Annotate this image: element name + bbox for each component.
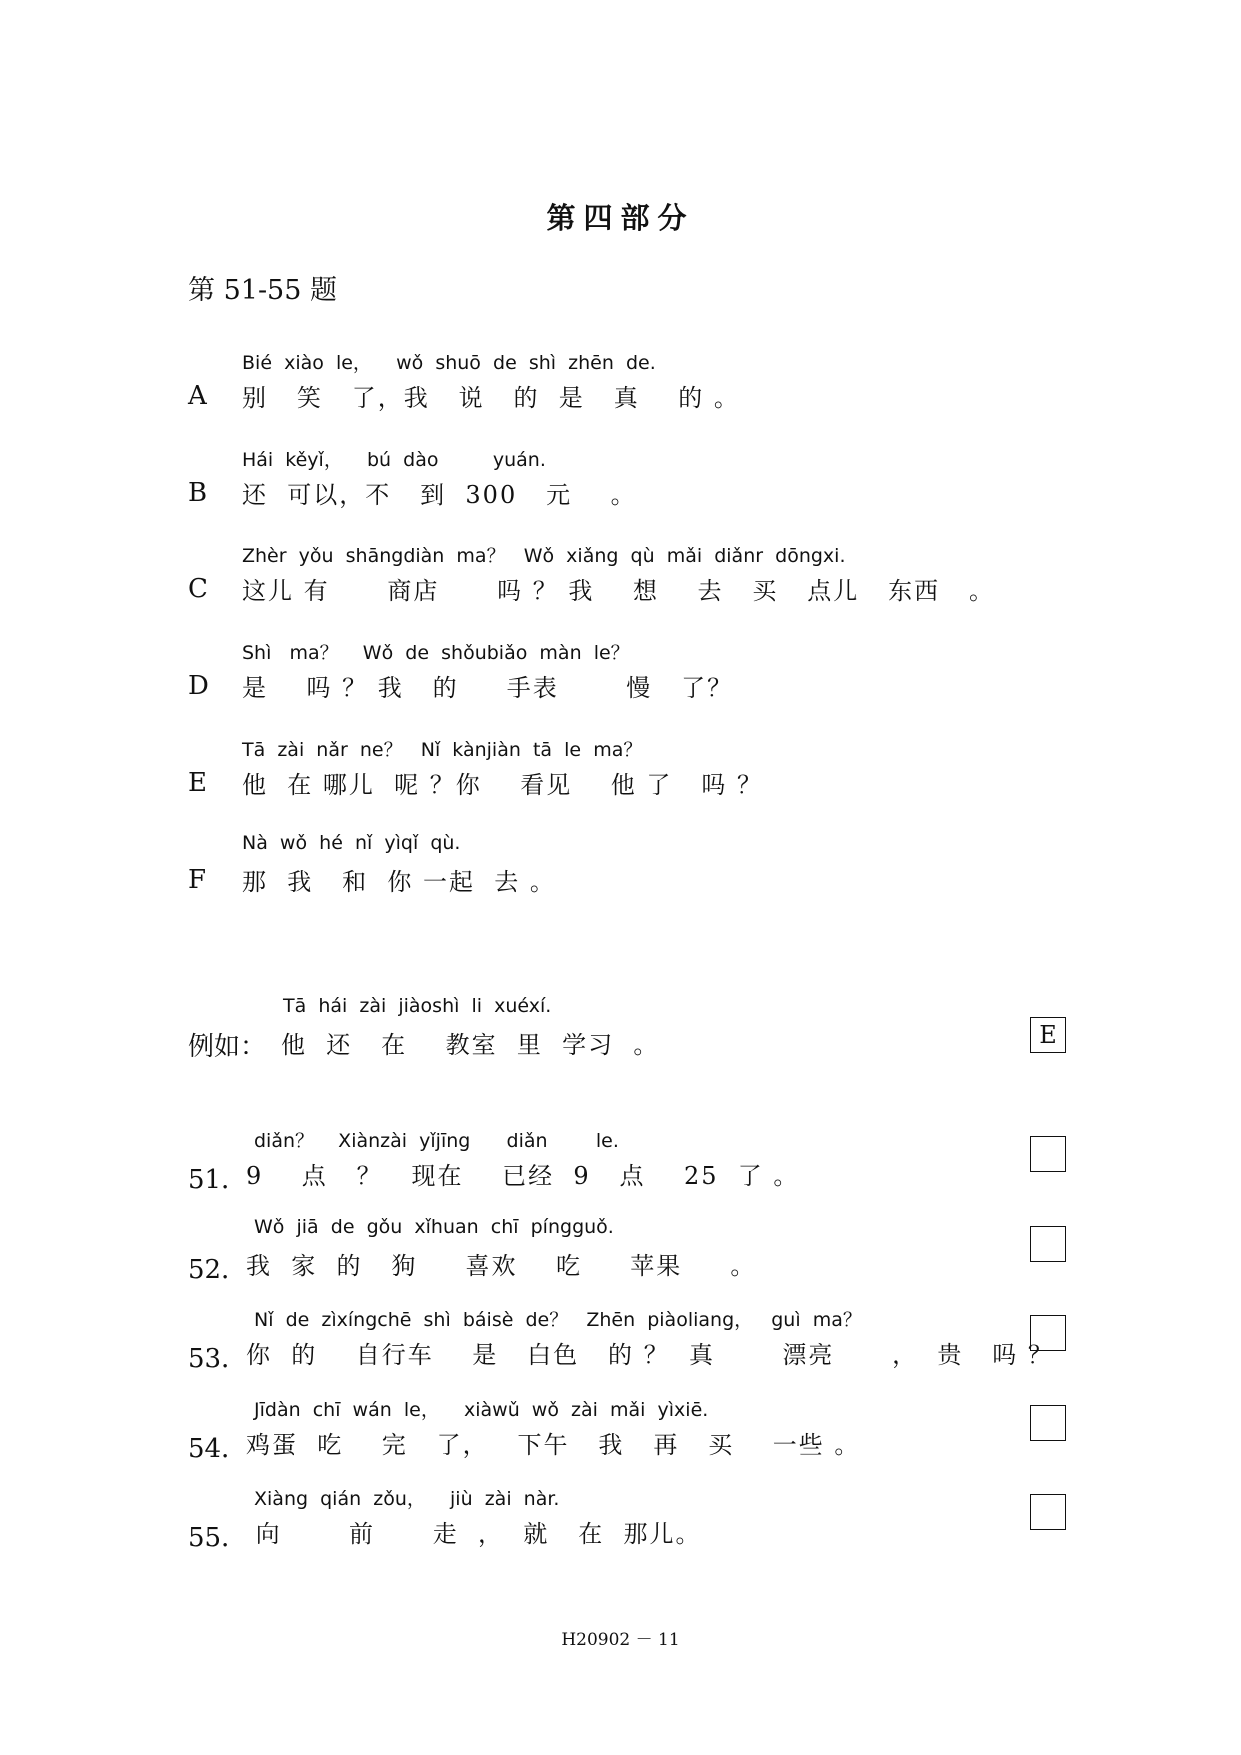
answer-box-54[interactable] [1030,1405,1066,1441]
option-pinyin: Zhèr yǒu shāngdiàn ma？ Wǒ xiǎng qù mǎi diǎnr dōngxi. [242,545,846,567]
question-hanzi: 鸡蛋 吃 完 了， 下午 我 再 买 一些 。 [246,1431,861,1459]
option-hanzi: 是 吗 ？ 我 的 手表 慢 了？ [242,674,734,702]
question-pinyin: Wǒ jiā de gǒu xǐhuan chī píngguǒ. [254,1216,614,1238]
question-number: 53． [188,1344,248,1374]
question-number: 54． [188,1434,248,1464]
option-c [188,541,1088,611]
option-pinyin: Hái kěyǐ， bú dào yuán. [242,449,546,471]
section-heading: 第 51-55 题 [188,275,338,306]
option-pinyin: Nà wǒ hé nǐ yìqǐ qù. [242,832,461,854]
question-number: 55． [188,1523,248,1553]
answer-box-51[interactable] [1030,1136,1066,1172]
example-answer-box: E [1030,1017,1066,1053]
option-label: D [188,671,209,701]
option-hanzi: 还 可以，不 到 300 元 。 [242,481,637,509]
example-hanzi: 他 还 在 教室 里 学习 。 [281,1031,660,1059]
option-e [188,735,1088,805]
question-53 [188,1305,1088,1375]
answer-box-53[interactable] [1030,1315,1066,1351]
question-hanzi: 我 家 的 狗 喜欢 吃 苹果 。 [246,1252,757,1280]
question-55 [188,1484,1088,1554]
example-label: 例如： [188,1032,267,1062]
question-hanzi: 向 前 走 ， 就 在 那儿。 [246,1520,702,1548]
option-d [188,638,1088,708]
answer-box-52[interactable] [1030,1226,1066,1262]
option-label: A [188,381,207,411]
question-number: 51． [188,1165,248,1195]
option-hanzi: 这儿 有 商店 吗 ？ 我 想 去 买 点儿 东西 。 [242,577,996,605]
option-pinyin: Bié xiào le， wǒ shuō de shì zhēn de. [242,352,656,374]
question-51 [188,1126,1088,1196]
page-footer: H20902 － 11 [561,1630,680,1650]
question-pinyin: Jīdàn chī wán le， xiàwǔ wǒ zài mǎi yìxiē. [254,1399,709,1421]
question-number: 52． [188,1255,248,1285]
option-hanzi: 别 笑 了，我 说 的 是 真 的 。 [242,384,740,412]
option-label: C [188,574,208,604]
example-item [188,995,1088,1065]
question-pinyin: Xiàng qián zǒu， jiù zài nàr. [254,1488,560,1510]
option-hanzi: 他 在 哪儿 呢 ？你 看见 他 了 吗 ？ [242,771,763,799]
option-pinyin: Tā zài nǎr ne？ Nǐ kànjiàn tā le ma？ [242,739,643,761]
page-title: 第四部分 [546,201,695,235]
question-pinyin: diǎn？ Xiànzài yǐjīng diǎn le. [254,1130,619,1152]
option-label: E [188,768,207,798]
option-a [188,348,1088,418]
answer-box-55[interactable] [1030,1494,1066,1530]
option-label: B [188,478,208,508]
option-label: F [188,865,207,895]
option-hanzi: 那 我 和 你 一起 去 。 [242,868,556,896]
option-f [188,832,1088,902]
question-hanzi: 9 点 ？ 现在 已经 9 点 25 了 。 [246,1162,800,1190]
question-hanzi: 你 的 自行车 是 白色 的 ？ 真 漂亮 ， 贵 吗 ？ [246,1341,1054,1369]
option-b [188,445,1088,515]
question-52 [188,1216,1088,1286]
question-pinyin: Nǐ de zìxíngchē shì báisè de？ Zhēn piàoliang， guì ma？ [254,1309,862,1331]
example-pinyin: Tā hái zài jiàoshì li xuéxí. [283,995,552,1017]
question-54 [188,1395,1088,1465]
option-pinyin: Shì ma？ Wǒ de shǒubiǎo màn le？ [242,642,630,664]
